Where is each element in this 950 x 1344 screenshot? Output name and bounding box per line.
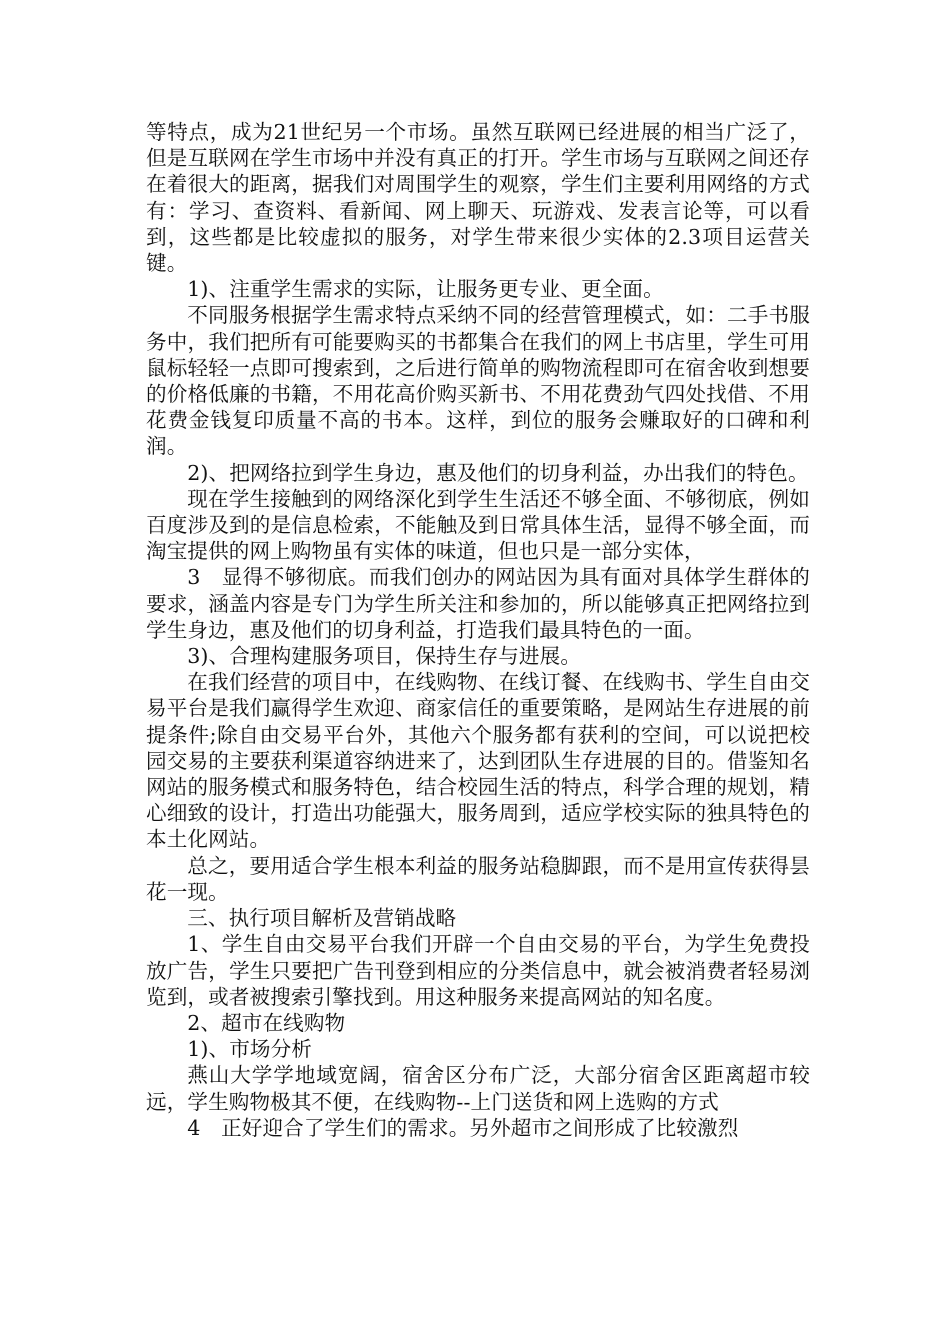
paragraph-4: 2)、把网络拉到学生身边，惠及他们的切身利益，办出我们的特色。	[187, 460, 809, 485]
paragraph-3: 不同服务根据学生需求特点采纳不同的经营管理模式，如：二手书服务中，我们把所有可能要购买的书都集合在我们的网上书店里，学生可用鼠标轻轻一点即可搜索到，之后进行简单的购物流程即可在宿舍收到想要的价格低廉的书籍，不用花高价购买新书、不用花费劲气四处找借、不用花费金钱复印质量不高的书本。这样，到位的服务会赚取好的口碑和利润。	[146, 303, 810, 459]
paragraph-1: 等特点，成为21世纪另一个市场。虽然互联网已经进展的相当广泛了，但是互联网在学生市场中并没有真正的打开。学生市场与互联网之间还存在着很大的距离，据我们对周围学生的观察，学生们主要利用网络的方式有：学习、查资料、看新闻、网上聊天、玩游戏、发表言论等，可以看到，这些都是比较虚拟的服务，对学生带来很少实体的2.3项目运营关键。	[146, 120, 810, 276]
paragraph-9: 总之，要用适合学生根本利益的服务站稳脚跟，而不是用宣传获得昙花一现。	[146, 853, 810, 904]
paragraph-14: 燕山大学学地域宽阔，宿舍区分布广泛，大部分宿舍区距离超市较远，学生购物极其不便，在线购物--上门送货和网上选购的方式	[146, 1063, 810, 1114]
paragraph-15: 4 正好迎合了学生们的需求。另外超市之间形成了比较激烈	[187, 1115, 739, 1140]
paragraph-5: 现在学生接触到的网络深化到学生生活还不够全面、不够彻底，例如百度涉及到的是信息检索，不能触及到日常具体生活，显得不够全面，而淘宝提供的网上购物虽有实体的味道，但也只是一部分实体，	[146, 486, 810, 564]
section-heading: 三、执行项目解析及营销战略	[187, 906, 457, 931]
subheading-supermarket: 2、超市在线购物	[187, 1010, 346, 1035]
paragraph-8: 在我们经营的项目中，在线购物、在线订餐、在线购书、学生自由交易平台是我们赢得学生欢迎、商家信任的重要策略，是网站生存进展的前提条件;除自由交易平台外，其他六个服务都有获利的空间，可以说把校园交易的主要获利渠道容纳进来了，达到团队生存进展的目的。借鉴知名网站的服务模式和服务特色，结合校园生活的特点，科学合理的规划，精心细致的设计，打造出功能强大，服务周到，适应学校实际的独具特色的本土化网站。	[146, 670, 810, 852]
subheading-market-analysis: 1)、市场分析	[187, 1037, 312, 1062]
paragraph-6: 3 显得不够彻底。而我们创办的网站因为具有面对具体学生群体的要求，涵盖内容是专门为学生所关注和参加的，所以能够真正把网络拉到学生身边，惠及他们的切身利益，打造我们最具特色的一面。	[146, 565, 810, 642]
paragraph-2: 1)、注重学生需求的实际，让服务更专业、更全面。	[187, 277, 664, 302]
paragraph-11: 1、学生自由交易平台我们开辟一个自由交易的平台，为学生免费投放广告，学生只要把广告刊登到相应的分类信息中，就会被消费者轻易浏览到，或者被搜索引擎找到。用这种服务来提高网站的知名度。	[146, 932, 810, 1009]
paragraph-7: 3)、合理构建服务项目，保持生存与进展。	[187, 644, 582, 669]
document-body	[146, 119, 810, 1141]
